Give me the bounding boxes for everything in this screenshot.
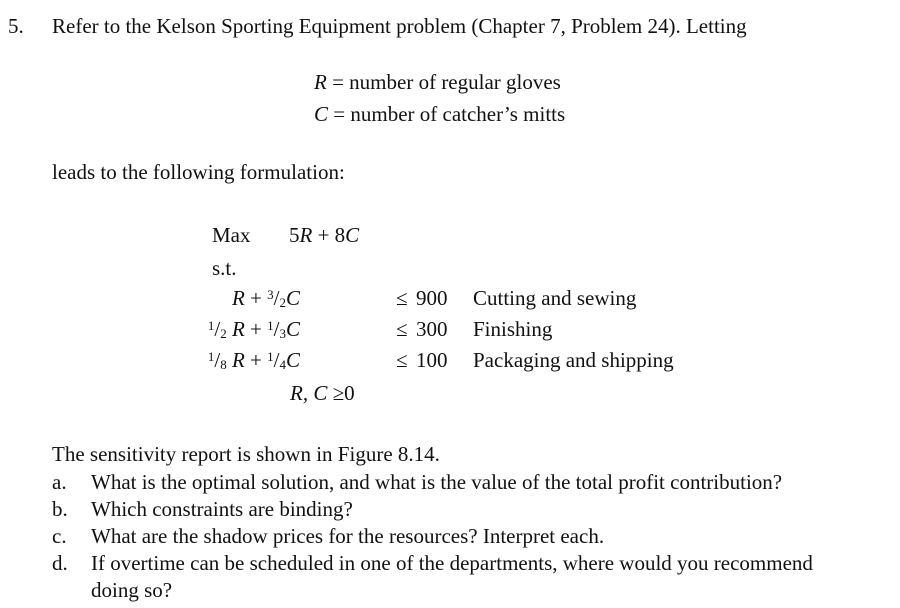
st-label: s.t. (212, 256, 237, 280)
definition-var: C (314, 102, 329, 126)
sensitivity-text: The sensitivity report is shown in Figure 8.14. (52, 442, 440, 466)
question-a-text: What is the optimal solution, and what is the value of the total profit contribution? (91, 470, 783, 494)
constraint-1-name: Cutting and sewing (473, 286, 637, 310)
constraint-plus: + (250, 317, 268, 341)
objective-function (289, 223, 359, 248)
constraint-2-name: Finishing (473, 317, 553, 341)
constraint-var-r: R (231, 286, 245, 310)
problem-number: 5. (8, 14, 24, 38)
leads-text: leads to the following formulation: (52, 160, 345, 184)
question-b-text: Which constraints are binding? (91, 497, 353, 521)
definition-var: R (314, 70, 327, 94)
question-d-letter: d. (52, 551, 68, 575)
constraint-c-coef: $^3/_2$ (267, 286, 286, 310)
constraint-plus: + (250, 286, 268, 310)
constraint-3-rhs: 100 (416, 348, 448, 372)
constraint-1-lhs (100, 286, 300, 311)
objective-coef-r: 5 (289, 223, 300, 247)
constraint-2-rel: ≤ (396, 317, 408, 341)
question-c-text: What are the shadow prices for the resources? Interpret each. (91, 524, 605, 548)
constraint-3-rel: ≤ (396, 348, 408, 372)
nonneg-constraint (290, 381, 355, 406)
nonneg-rhs: 0 (344, 381, 355, 405)
nonneg-rel: ≥ (332, 381, 345, 405)
objective-var-c: C (345, 223, 360, 247)
constraint-c-coef: $^1/_4$ (267, 348, 286, 372)
constraint-r-coef: $^1/_8$ (207, 348, 227, 372)
constraint-1-rhs: 900 (416, 286, 448, 310)
constraint-plus: + (250, 348, 268, 372)
constraint-var-r: R (226, 317, 245, 341)
definition-c (314, 102, 565, 127)
constraint-r-coef: $^1/_2$ (207, 317, 227, 341)
constraint-1-rel: ≤ (396, 286, 408, 310)
objective-label: Max (212, 223, 251, 247)
objective-var-r: R (299, 223, 313, 247)
nonneg-vars: R, C (290, 381, 328, 405)
problem-intro: Refer to the Kelson Sporting Equipment problem (Chapter 7, Problem 24). Letting (52, 14, 747, 38)
constraint-var-c: C (285, 317, 300, 341)
question-d-text: If overtime can be scheduled in one of the departments, where would you recommend (91, 551, 813, 575)
constraint-var-c: C (285, 286, 300, 310)
question-d-text-continued: doing so? (91, 578, 173, 602)
question-c-letter: c. (52, 524, 67, 548)
objective-coef-c: 8 (334, 223, 346, 247)
constraint-c-coef: $^1/_3$ (267, 317, 286, 341)
definition-r (314, 70, 561, 95)
objective-plus: + (312, 223, 335, 247)
question-a-letter: a. (52, 470, 67, 494)
constraint-3-name: Packaging and shipping (473, 348, 674, 372)
constraint-3-lhs (100, 348, 300, 373)
constraint-var-r: R (226, 348, 245, 372)
definition-text: = number of regular gloves (326, 70, 561, 94)
constraint-2-lhs (100, 317, 300, 342)
question-b-letter: b. (52, 497, 68, 521)
constraint-2-rhs: 300 (416, 317, 448, 341)
constraint-var-c: C (285, 348, 300, 372)
definition-text: = number of catcher’s mitts (328, 102, 566, 126)
